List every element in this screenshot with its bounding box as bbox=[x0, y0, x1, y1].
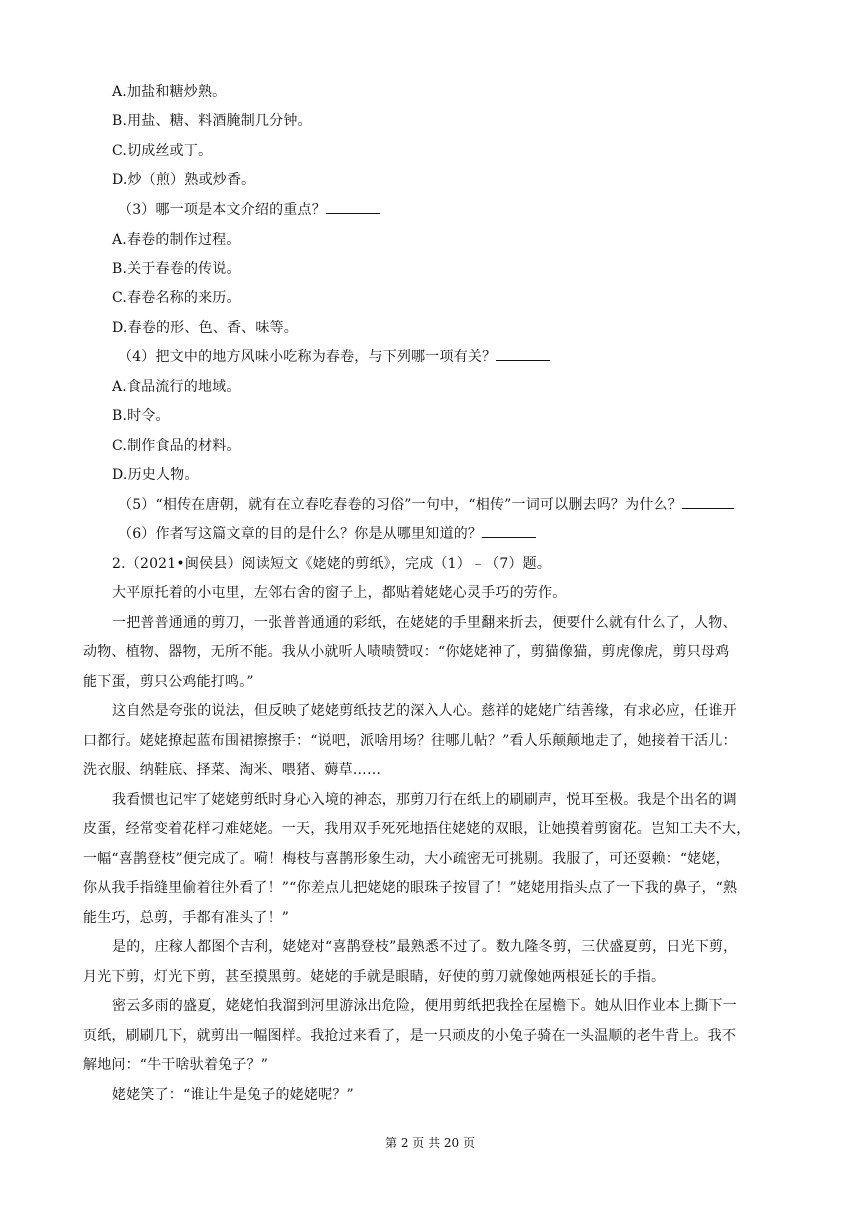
q3-answer-blank bbox=[326, 213, 380, 214]
q5-stem: （5）“相传在唐朝，就有在立春吃春卷的习俗”一句中，“相传”一词可以删去吗？为什么？ bbox=[118, 497, 682, 513]
q4-option-d: D.历史人物。 bbox=[112, 467, 199, 483]
passage-line: 是的，庄稼人都图个吉利，姥姥对“喜鹊登枝”最熟悉不过了。数九隆冬剪，三伏盛夏剪，日光下剪， bbox=[112, 939, 738, 955]
passage-line: 一幅“喜鹊登枝”便完成了。嗬！梅枝与喜鹊形象生动，大小疏密无可挑剔。我服了，可还耍赖：“姥姥， bbox=[83, 851, 730, 867]
q3-option-c: C.春卷名称的来历。 bbox=[112, 290, 241, 306]
q3-option-b: B.关于春卷的传说。 bbox=[112, 261, 241, 277]
q5-answer-blank bbox=[682, 508, 734, 509]
q6-stem-line bbox=[118, 524, 536, 544]
q3-stem: （3）哪一项是本文介绍的重点？ bbox=[118, 202, 326, 218]
q4-stem: （4）把文中的地方风味小吃称为春卷，与下列哪一项有关？ bbox=[118, 349, 497, 365]
q1-option-c: C.切成丝或丁。 bbox=[112, 143, 213, 159]
passage-line: 一把普普通通的剪刀，一张普普通通的彩纸，在姥姥的手里翻来折去，便要什么就有什么了，人物、 bbox=[112, 615, 737, 631]
q1-option-d: D.炒（煎）熟或炒香。 bbox=[112, 172, 256, 188]
passage-line: 页纸，刷刷几下，就剪出一幅图样。我抢过来看了，是一只顽皮的小兔子骑在一头温顺的老牛背上。我不 bbox=[83, 1028, 737, 1044]
q4-option-c: C.制作食品的材料。 bbox=[112, 438, 241, 454]
q5-stem-line bbox=[118, 495, 734, 515]
task2-heading: 2.（2021•闽侯县）阅读短文《姥姥的剪纸》，完成（1）﹣（7）题。 bbox=[112, 556, 552, 572]
q1-option-b: B.用盐、糖、料酒腌制几分钟。 bbox=[112, 113, 312, 129]
passage-line: 大平原托着的小屯里，左邻右舍的窗子上，都贴着姥姥心灵手巧的劳作。 bbox=[112, 585, 567, 601]
passage-line: 我看惯也记牢了姥姥剪纸时身心入境的神态，那剪刀行在纸上的刷刷声，悦耳至极。我是个出名的调 bbox=[112, 792, 737, 808]
q4-option-a: A.食品流行的地域。 bbox=[112, 379, 241, 395]
passage-line: 皮蛋，经常变着花样刁难姥姥。一天，我用双手死死地捂住姥姥的双眼，让她摸着剪窗花。岂知工夫不大， bbox=[83, 821, 751, 837]
passage-line: 这自然是夸张的说法，但反映了姥姥剪纸技艺的深入人心。慈祥的姥姥广结善缘，有求必应，任谁开 bbox=[112, 703, 737, 719]
q4-option-b: B.时令。 bbox=[112, 408, 170, 424]
q6-answer-blank bbox=[482, 537, 536, 538]
passage-line: 能生巧，总剪，手都有准头了！” bbox=[83, 910, 290, 926]
q4-stem-line bbox=[118, 347, 550, 367]
q6-stem: （6）作者写这篇文章的目的是什么？你是从哪里知道的？ bbox=[118, 526, 483, 542]
passage-line: 你从我手指缝里偷着往外看了！”“你差点儿把姥姥的眼珠子按冒了！”姥姥用指头点了一下我的鼻子，“熟 bbox=[83, 880, 738, 896]
q4-answer-blank bbox=[496, 360, 550, 361]
passage-line: 月光下剪，灯光下剪，甚至摸黑剪。姥姥的手就是眼睛，好使的剪刀就像她两根延长的手指。 bbox=[83, 969, 666, 985]
passage-line: 口都行。姥姥撩起蓝布围裙擦擦手：“说吧，派啥用场？往哪儿帖？”看人乐颠颠地走了，她接着干活儿： bbox=[83, 733, 737, 749]
passage-line: 洗衣服、纳鞋底、择菜、淘米、喂猪、薅草…… bbox=[83, 762, 382, 778]
page-footer: 第 2 页 共 20 页 bbox=[385, 1136, 475, 1150]
q3-option-a: A.春卷的制作过程。 bbox=[112, 232, 241, 248]
passage-line: 姥姥笑了：“谁让牛是兔子的姥姥呢？” bbox=[112, 1087, 354, 1103]
q3-option-d: D.春卷的形、色、香、味等。 bbox=[112, 320, 298, 336]
passage-line: 能下蛋，剪只公鸡能打鸣。” bbox=[83, 674, 254, 690]
passage-line: 动物、植物、器物，无所不能。我从小就听人啧啧赞叹：“你姥姥神了，剪猫像猫，剪虎像虎，剪只母鸡 bbox=[83, 644, 730, 660]
q3-stem-line bbox=[118, 200, 380, 220]
passage-line: 密云多雨的盛夏，姥姥怕我溜到河里游泳出危险，便用剪纸把我拴在屋檐下。她从旧作业本上撕下一 bbox=[112, 998, 737, 1014]
q1-option-a: A.加盐和糖炒熟。 bbox=[112, 84, 227, 100]
passage-line: 解地问：“牛干啥驮着兔子？” bbox=[83, 1057, 269, 1073]
